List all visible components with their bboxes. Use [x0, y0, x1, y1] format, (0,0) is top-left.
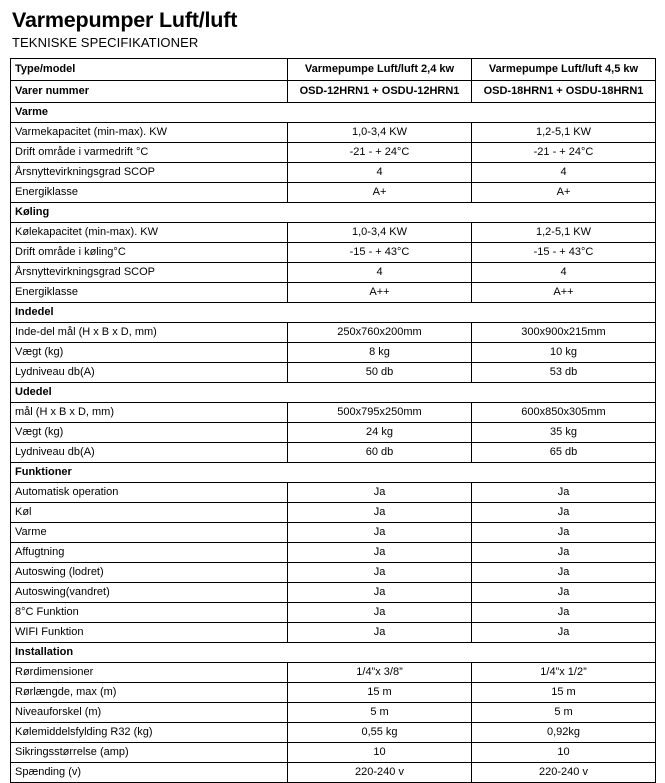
table-row: [11, 422, 656, 442]
row-label: Rørlængde, max (m): [11, 682, 288, 702]
table-row: [11, 162, 656, 182]
row-value-col2: A+: [472, 182, 656, 202]
row-value-col2: 53 db: [472, 362, 656, 382]
row-value-col1: 1/4”x 3/8”: [288, 662, 472, 682]
row-value-col1: -15 - + 43°C: [288, 242, 472, 262]
row-value-col1: Ja: [288, 562, 472, 582]
row-value-col2: 1/4”x 1/2”: [472, 662, 656, 682]
row-label: WIFI Funktion: [11, 622, 288, 642]
table-row: [11, 522, 656, 542]
row-value-col1: Ja: [288, 582, 472, 602]
row-value-col1: 24 kg: [288, 422, 472, 442]
row-value-col2: Ja: [472, 562, 656, 582]
table-row: [11, 562, 656, 582]
row-value-col1: 250x760x200mm: [288, 322, 472, 342]
row-value-col2: Ja: [472, 542, 656, 562]
row-label: Sikringsstørrelse (amp): [11, 742, 288, 762]
section-title: Køling: [11, 202, 656, 222]
row-value-col1: -21 - + 24°C: [288, 142, 472, 162]
row-label: Niveauforskel (m): [11, 702, 288, 722]
row-label: Kølemiddelsfylding R32 (kg): [11, 722, 288, 742]
row-value-col2: A++: [472, 282, 656, 302]
row-value-col2: 300x900x215mm: [472, 322, 656, 342]
row-label: Automatisk operation: [11, 482, 288, 502]
row-label: Varme: [11, 522, 288, 542]
row-value-col1: 5 m: [288, 702, 472, 722]
row-label: mål (H x B x D, mm): [11, 402, 288, 422]
row-value-col2: 10: [472, 742, 656, 762]
row-value-col2: 35 kg: [472, 422, 656, 442]
row-value-col2: Ja: [472, 622, 656, 642]
row-label: Drift område i varmedrift °C: [11, 142, 288, 162]
row-value-col2: 10 kg: [472, 342, 656, 362]
section-header-row: [11, 202, 656, 222]
table-body: [11, 58, 656, 782]
header-label: Type/model: [11, 58, 288, 80]
row-label: Energiklasse: [11, 182, 288, 202]
section-header-row: [11, 642, 656, 662]
row-value-col1: 8 kg: [288, 342, 472, 362]
table-row: [11, 542, 656, 562]
table-row: [11, 122, 656, 142]
row-label: Affugtning: [11, 542, 288, 562]
row-label: Spænding (v): [11, 762, 288, 782]
row-value-col2: 4: [472, 262, 656, 282]
table-row: [11, 182, 656, 202]
section-title: Funktioner: [11, 462, 656, 482]
row-value-col2: 15 m: [472, 682, 656, 702]
row-label: Kølekapacitet (min-max). KW: [11, 222, 288, 242]
row-value-col2: 220-240 v: [472, 762, 656, 782]
section-header-row: [11, 462, 656, 482]
page-title: Varmepumper Luft/luft: [12, 8, 238, 32]
section-header-row: [11, 382, 656, 402]
specifications-table: [10, 58, 656, 783]
row-label: Lydniveau db(A): [11, 362, 288, 382]
table-row: [11, 742, 656, 762]
row-value-col1: A++: [288, 282, 472, 302]
table-header-row: [11, 80, 656, 102]
row-value-col1: Ja: [288, 602, 472, 622]
row-label: Inde-del mål (H x B x D, mm): [11, 322, 288, 342]
row-value-col2: 65 db: [472, 442, 656, 462]
row-value-col1: 1,0-3,4 KW: [288, 222, 472, 242]
row-value-col2: Ja: [472, 582, 656, 602]
row-value-col1: 0,55 kg: [288, 722, 472, 742]
row-value-col2: 5 m: [472, 702, 656, 722]
row-value-col1: Ja: [288, 622, 472, 642]
row-value-col1: Ja: [288, 522, 472, 542]
row-value-col1: 4: [288, 262, 472, 282]
table-row: [11, 402, 656, 422]
row-value-col1: 4: [288, 162, 472, 182]
row-label: 8°C Funktion: [11, 602, 288, 622]
row-label: Varmekapacitet (min-max). KW: [11, 122, 288, 142]
page-subtitle: TEKNISKE SPECIFIKATIONER: [12, 34, 199, 50]
row-value-col2: 4: [472, 162, 656, 182]
table-row: [11, 622, 656, 642]
row-value-col1: 10: [288, 742, 472, 762]
row-value-col1: 500x795x250mm: [288, 402, 472, 422]
row-label: Årsnyttevirkningsgrad SCOP: [11, 162, 288, 182]
row-value-col2: -15 - + 43°C: [472, 242, 656, 262]
table-row: [11, 602, 656, 622]
header-col1: OSD-12HRN1 + OSDU-12HRN1: [288, 80, 472, 102]
row-label: Vægt (kg): [11, 422, 288, 442]
row-value-col1: 1,0-3,4 KW: [288, 122, 472, 142]
row-value-col1: Ja: [288, 542, 472, 562]
row-label: Energiklasse: [11, 282, 288, 302]
row-label: Autoswing (lodret): [11, 562, 288, 582]
table-row: [11, 702, 656, 722]
row-value-col2: 0,92kg: [472, 722, 656, 742]
table-row: [11, 242, 656, 262]
table-row: [11, 762, 656, 782]
table-row: [11, 142, 656, 162]
row-value-col1: 50 db: [288, 362, 472, 382]
table-row: [11, 442, 656, 462]
header-label: Varer nummer: [11, 80, 288, 102]
table-row: [11, 342, 656, 362]
section-title: Varme: [11, 102, 656, 122]
row-value-col1: 15 m: [288, 682, 472, 702]
row-value-col2: Ja: [472, 602, 656, 622]
row-value-col2: Ja: [472, 482, 656, 502]
row-label: Vægt (kg): [11, 342, 288, 362]
row-value-col1: A+: [288, 182, 472, 202]
table-row: [11, 722, 656, 742]
header-col2: Varmepumpe Luft/luft 4,5 kw: [472, 58, 656, 80]
table-row: [11, 502, 656, 522]
section-header-row: [11, 302, 656, 322]
row-value-col2: 1,2-5,1 KW: [472, 122, 656, 142]
table-row: [11, 682, 656, 702]
header-col1: Varmepumpe Luft/luft 2,4 kw: [288, 58, 472, 80]
row-value-col2: Ja: [472, 502, 656, 522]
row-value-col1: Ja: [288, 482, 472, 502]
table-row: [11, 582, 656, 602]
row-label: Autoswing(vandret): [11, 582, 288, 602]
row-value-col2: 1,2-5,1 KW: [472, 222, 656, 242]
header-col2: OSD-18HRN1 + OSDU-18HRN1: [472, 80, 656, 102]
row-value-col1: 60 db: [288, 442, 472, 462]
table-row: [11, 362, 656, 382]
row-value-col2: -21 - + 24°C: [472, 142, 656, 162]
table-row: [11, 282, 656, 302]
section-title: Udedel: [11, 382, 656, 402]
row-label: Rørdimensioner: [11, 662, 288, 682]
table-row: [11, 222, 656, 242]
row-label: Drift område i køling°C: [11, 242, 288, 262]
row-label: Lydniveau db(A): [11, 442, 288, 462]
table-row: [11, 322, 656, 342]
table-row: [11, 662, 656, 682]
section-title: Indedel: [11, 302, 656, 322]
table-row: [11, 482, 656, 502]
table-row: [11, 262, 656, 282]
row-label: Årsnyttevirkningsgrad SCOP: [11, 262, 288, 282]
table-header-row: [11, 58, 656, 80]
row-label: Køl: [11, 502, 288, 522]
section-header-row: [11, 102, 656, 122]
row-value-col1: Ja: [288, 502, 472, 522]
section-title: Installation: [11, 642, 656, 662]
row-value-col2: 600x850x305mm: [472, 402, 656, 422]
row-value-col1: 220-240 v: [288, 762, 472, 782]
row-value-col2: Ja: [472, 522, 656, 542]
